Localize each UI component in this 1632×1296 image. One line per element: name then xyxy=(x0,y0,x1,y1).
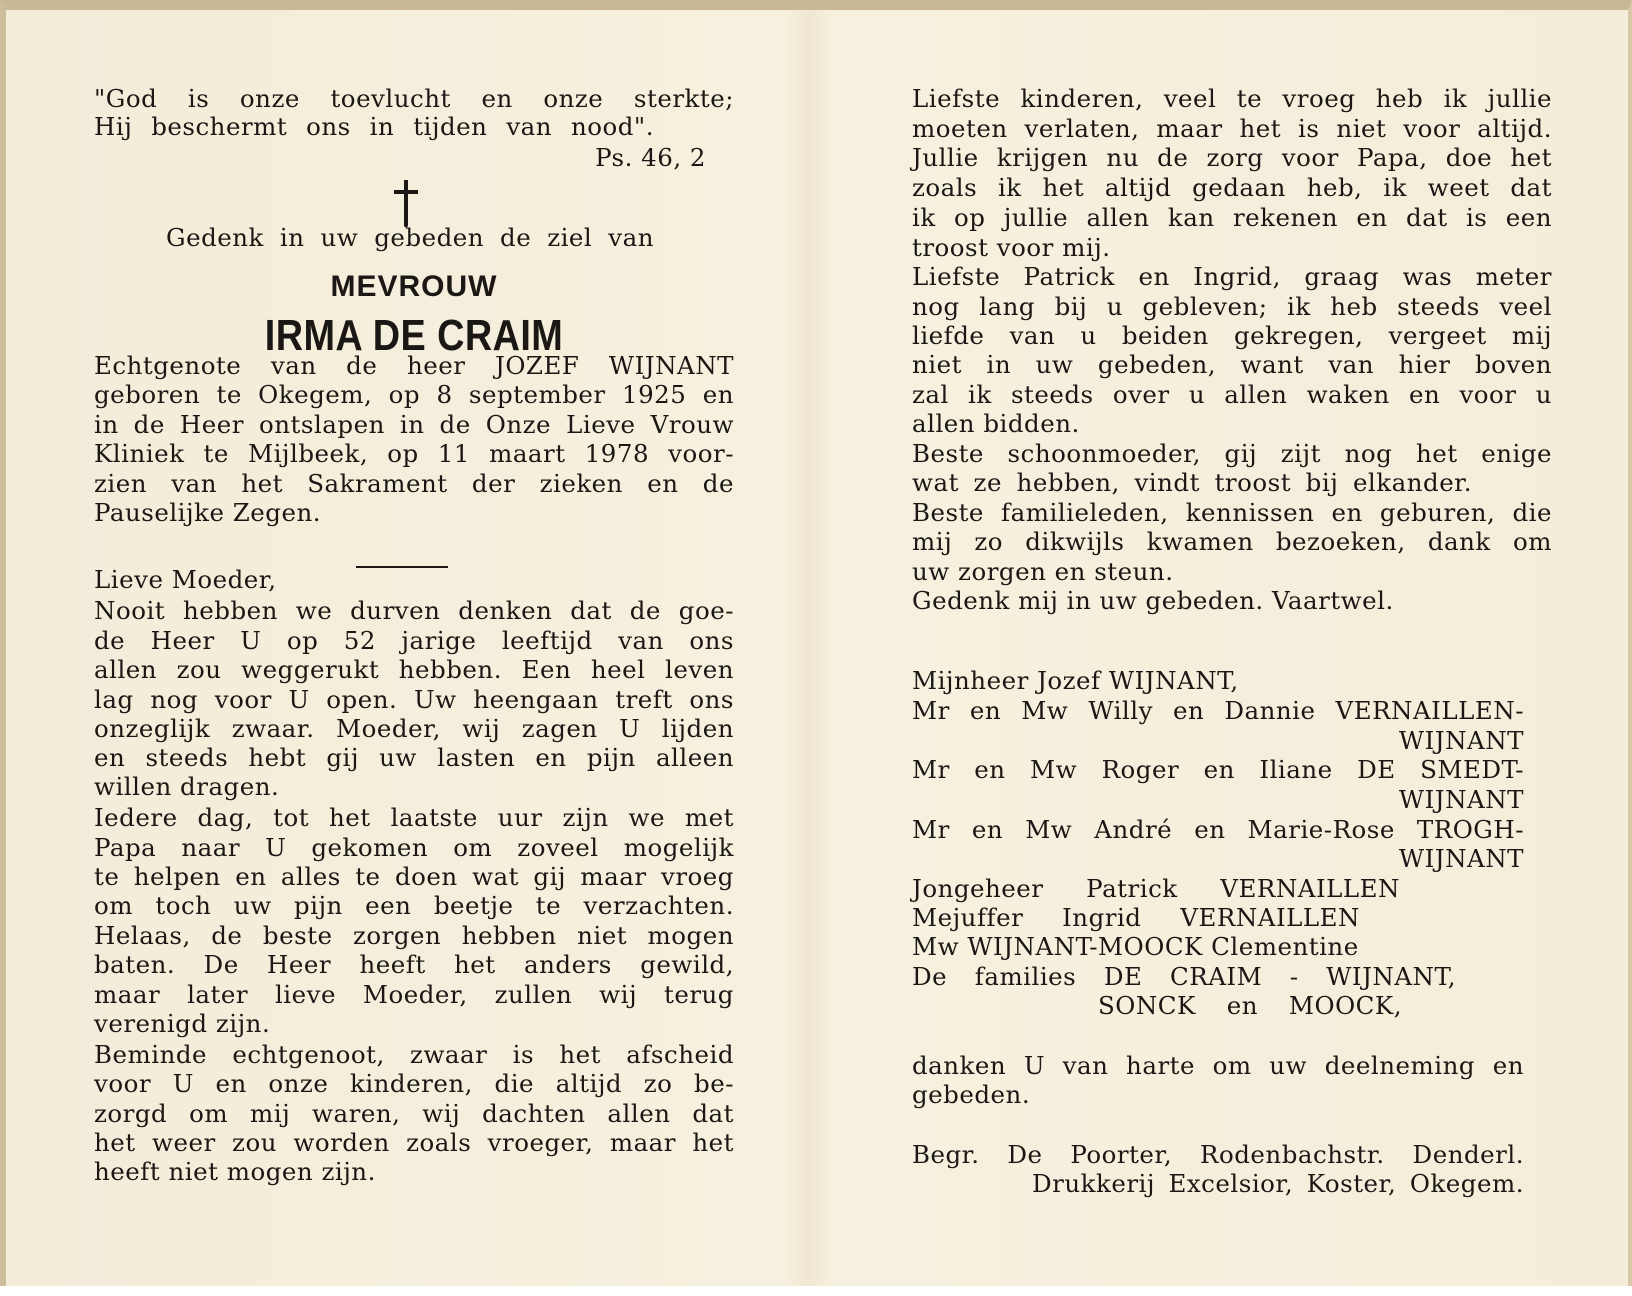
letter-line: willen dragen. xyxy=(94,772,280,801)
family-line: Mr en Mw André en Marie-Rose TROGH- xyxy=(912,815,1524,844)
letter-line: Beminde echtgenoot, zwaar is het afscheid xyxy=(94,1040,734,1069)
letter-line: Beste schoonmoeder, gij zijt nog het enige xyxy=(912,439,1552,468)
letter-line: heeft niet mogen zijn. xyxy=(94,1157,376,1186)
letter-line: de Heer U op 52 jarige leeftijd van ons xyxy=(94,626,734,655)
letter-line: Lieve Moeder, xyxy=(94,565,277,594)
title-mevrouw: MEVROUW xyxy=(330,270,498,303)
letter-line: Beste familieleden, kennissen en geburen, die xyxy=(912,498,1552,527)
printer-line: Begr. De Poorter, Rodenbachstr. Denderl. xyxy=(912,1140,1524,1169)
bio-line: in de Heer ontslapen in de Onze Lieve Vrouw xyxy=(94,410,734,439)
verse-line: "God is onze toevlucht en onze sterkte; xyxy=(94,84,734,113)
remembrance-line: Gedenk in uw gebeden de ziel van xyxy=(166,223,654,252)
letter-line: verenigd zijn. xyxy=(94,1009,271,1038)
family-line: WIJNANT xyxy=(1398,844,1524,873)
letter-line: Helaas, de beste zorgen hebben niet mogen xyxy=(94,921,734,950)
letter-line: Liefste kinderen, veel te vroeg heb ik jullie xyxy=(912,84,1552,113)
bio-line: Kliniek te Mijlbeek, op 11 maart 1978 voor- xyxy=(94,439,734,468)
letter-line: om toch uw pijn een beetje te verzachten. xyxy=(94,891,734,920)
letter-line: baten. De Heer heeft het anders gewild, xyxy=(94,950,734,979)
letter-line: wat ze hebben, vindt troost bij elkander. xyxy=(912,468,1472,497)
family-line: Mw WIJNANT-MOOCK Clementine xyxy=(912,932,1359,961)
letter-line: ik op jullie allen kan rekenen en dat is een xyxy=(912,203,1552,232)
letter-line: Iedere dag, tot het laatste uur zijn we met xyxy=(94,803,734,832)
letter-line: maar later lieve Moeder, zullen wij terug xyxy=(94,980,734,1009)
letter-line: lag nog voor U open. Uw heengaan treft ons xyxy=(94,685,734,714)
family-line: Jongeheer Patrick VERNAILLEN xyxy=(912,874,1400,903)
letter-line: nog lang bij u gebleven; ik heb steeds veel xyxy=(912,292,1552,321)
family-line: Mejuffer Ingrid VERNAILLEN xyxy=(912,903,1360,932)
letter-line: Liefste Patrick en Ingrid, graag was meter xyxy=(912,262,1552,291)
deceased-name: IRMA DE CRAIM xyxy=(264,311,564,360)
letter-line: zal ik steeds over u allen waken en voor u xyxy=(912,380,1552,409)
bio-line: geboren te Okegem, op 8 september 1925 en xyxy=(94,380,734,409)
family-line: De families DE CRAIM - WIJNANT, xyxy=(912,962,1456,991)
letter-line: mij zo dikwijls kwamen bezoeken, dank om xyxy=(912,527,1552,556)
letter-line: zoals ik het altijd gedaan heb, ik weet dat xyxy=(912,173,1552,202)
letter-line: niet in uw gebeden, want van hier boven xyxy=(912,350,1552,379)
bio-line: Pauselijke Zegen. xyxy=(94,498,322,527)
letter-line: het weer zou worden zoals vroeger, maar het xyxy=(94,1128,734,1157)
letter-line: allen bidden. xyxy=(912,409,1080,438)
letter-line: Papa naar U gekomen om zoveel mogelijk xyxy=(94,833,734,862)
letter-line: Nooit hebben we durven denken dat de goe- xyxy=(94,596,734,625)
family-line: Mr en Mw Willy en Dannie VERNAILLEN- xyxy=(912,696,1524,725)
family-line: WIJNANT xyxy=(1398,726,1524,755)
thanks-line: gebeden. xyxy=(912,1080,1031,1109)
letter-line: moeten verlaten, maar het is niet voor altijd. xyxy=(912,114,1552,143)
letter-line: liefde van u beiden gekregen, vergeet mij xyxy=(912,321,1552,350)
family-line: WIJNANT xyxy=(1398,785,1524,814)
letter-line: uw zorgen en steun. xyxy=(912,557,1174,586)
right-page xyxy=(912,10,1552,1296)
letter-line: te helpen en alles te doen wat gij maar vroeg xyxy=(94,862,734,891)
letter-line: Gedenk mij in uw gebeden. Vaartwel. xyxy=(912,586,1394,615)
letter-line: allen zou weggerukt hebben. Een heel leven xyxy=(94,655,734,684)
letter-line: Jullie krijgen nu de zorg voor Papa, doe het xyxy=(912,143,1552,172)
family-line: Mr en Mw Roger en Iliane DE SMEDT- xyxy=(912,755,1524,784)
letter-line: zorgd om mij waren, wij dachten allen dat xyxy=(94,1099,734,1128)
thanks-line: danken U van harte om uw deelneming en xyxy=(912,1051,1524,1080)
left-page xyxy=(94,10,734,1296)
bio-line: zien van het Sakrament der zieken en de xyxy=(94,469,734,498)
letter-line: onzeglijk zwaar. Moeder, wij zagen U lijden xyxy=(94,714,734,743)
printer-line: Drukkerij Excelsior, Koster, Okegem. xyxy=(1032,1169,1524,1198)
letter-line: voor U en onze kinderen, die altijd zo be- xyxy=(94,1069,734,1098)
verse-line: Hij beschermt ons in tijden van nood". xyxy=(94,112,654,141)
letter-line: en steeds hebt gij uw lasten en pijn alleen xyxy=(94,743,734,772)
family-line: SONCK en MOOCK, xyxy=(1098,991,1402,1020)
bio-line: Echtgenote van de heer JOZEF WIJNANT xyxy=(94,351,734,380)
family-line: Mijnheer Jozef WIJNANT, xyxy=(912,666,1239,695)
verse-reference: Ps. 46, 2 xyxy=(595,143,706,172)
letter-line: troost voor mij. xyxy=(912,233,1111,262)
